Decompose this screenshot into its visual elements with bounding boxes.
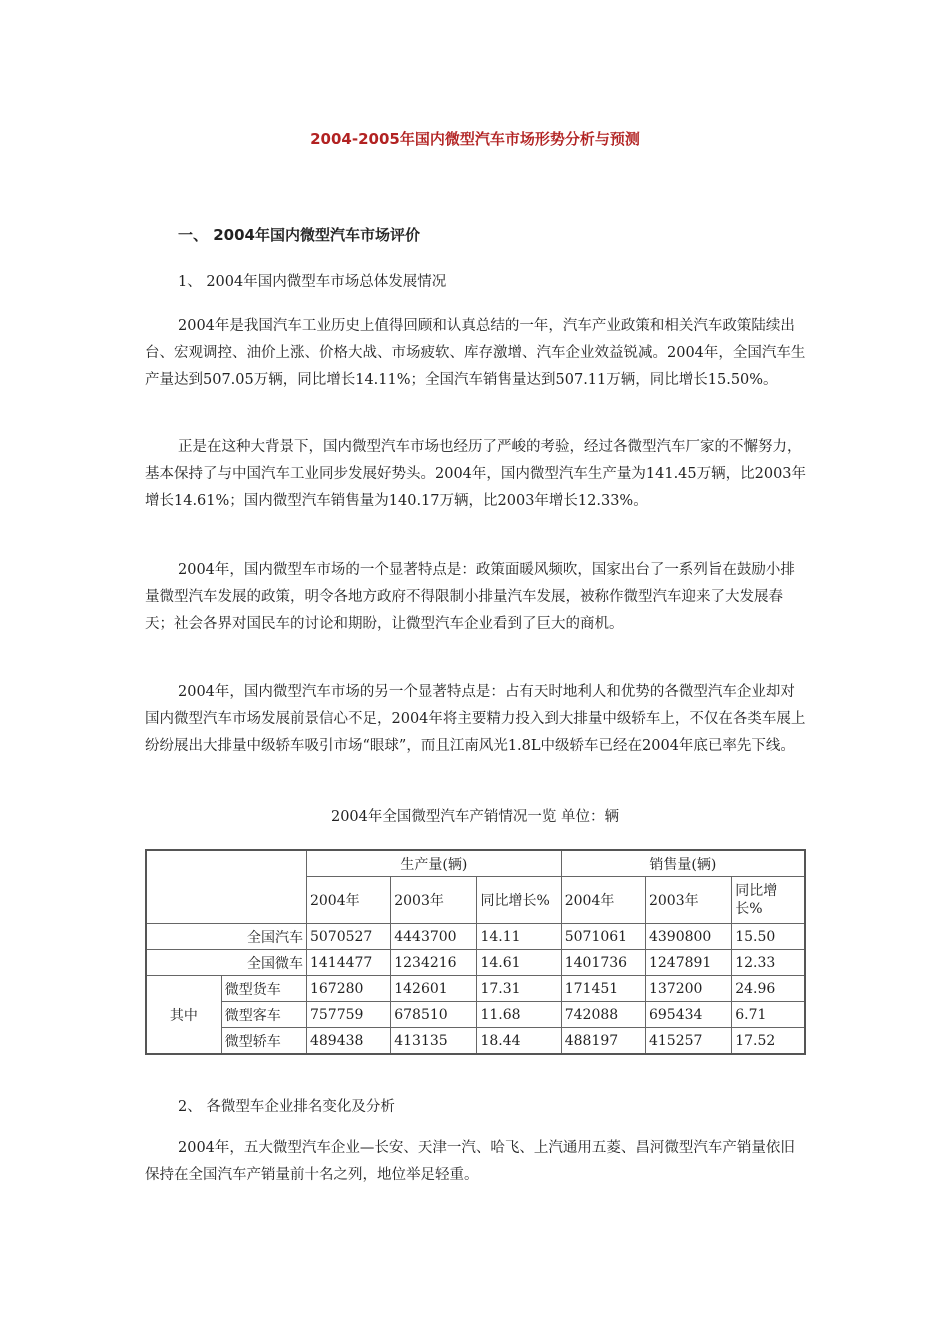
cell: 18.44 (477, 1028, 561, 1055)
table-row (146, 924, 805, 950)
row-label: 微型轿车 (221, 1028, 306, 1055)
cell: 171451 (561, 976, 645, 1002)
cell: 137200 (645, 976, 731, 1002)
cell: 5071061 (561, 924, 645, 950)
cell: 17.31 (477, 976, 561, 1002)
paragraph: 2004年，国内微型车市场的一个显著特点是：政策面暖风频吹，国家出台了一系列旨在鼓励小排量微型汽车发展的政策，明令各地方政府不得限制小排量汽车发展，被称作微型汽车迎来了大发展春天；社会各界对国民车的讨论和期盼，让微型汽车企业看到了巨大的商机。 (145, 562, 795, 632)
cell: 167280 (306, 976, 390, 1002)
row-label: 微型客车 (221, 1002, 306, 1028)
cell: 695434 (645, 1002, 731, 1028)
row-label: 全国汽车 (146, 924, 306, 950)
cell: 413135 (391, 1028, 477, 1055)
section-heading-1: 一、 2004年国内微型汽车市场评价 (178, 226, 420, 244)
paragraph: 正是在这种大背景下，国内微型汽车市场也经历了严峻的考验，经过各微型汽车厂家的不懈努力，基本保持了与中国汽车工业同步发展好势头。2004年，国内微型汽车生产量为141.45万辆，比2003年增长14.61%；国内微型汽车销售量为140.17万辆，比2003年增长12.33%。 (145, 439, 807, 509)
paragraph: 2004年，国内微型汽车市场的另一个显著特点是：占有天时地利人和优势的各微型汽车企业却对国内微型汽车市场发展前景信心不足，2004年将主要精力投入到大排量中级轿车上，不仅在各类车展上纷纷展出大排量中级轿车吸引市场“眼球”，而且江南风光1.8L中级轿车已经在2004年底已率先下线。 (145, 684, 806, 754)
table-row (146, 976, 805, 1002)
cell: 142601 (391, 976, 477, 1002)
paragraph: 2004年是我国汽车工业历史上值得回顾和认真总结的一年，汽车产业政策和相关汽车政策陆续出台、宏观调控、油价上涨、价格大战、市场疲软、库存激增、汽车企业效益锐减。2004年，全国汽车生产量达到507.05万辆，同比增长14.11%；全国汽车销售量达到507.11万辆，同比增长15.50%。 (145, 318, 806, 388)
cell: 1401736 (561, 950, 645, 976)
cell: 14.11 (477, 924, 561, 950)
table-row (146, 1002, 805, 1028)
group-label: 其中 (146, 976, 221, 1055)
cell: 24.96 (732, 976, 805, 1002)
cell: 6.71 (732, 1002, 805, 1028)
header-production: 生产量(辆) (306, 850, 561, 877)
table-row (146, 1028, 805, 1055)
cell: 5070527 (306, 924, 390, 950)
cell: 1234216 (391, 950, 477, 976)
header-sales-growth: 同比增长% (732, 877, 805, 924)
row-label: 微型货车 (221, 976, 306, 1002)
table-header-row (146, 850, 805, 877)
table-row (146, 950, 805, 976)
cell: 4443700 (391, 924, 477, 950)
subsection-heading-2: 2、 各微型车企业排名变化及分析 (178, 1099, 395, 1115)
cell: 15.50 (732, 924, 805, 950)
cell: 678510 (391, 1002, 477, 1028)
document-title: 2004-2005年国内微型汽车市场形势分析与预测 (310, 130, 640, 148)
cell: 12.33 (732, 950, 805, 976)
cell: 17.52 (732, 1028, 805, 1055)
data-table (145, 849, 806, 1055)
cell: 1414477 (306, 950, 390, 976)
header-prod-2004: 2004年 (306, 877, 390, 924)
header-prod-growth: 同比增长% (477, 877, 561, 924)
header-empty-cell (146, 850, 306, 924)
cell: 11.68 (477, 1002, 561, 1028)
cell: 489438 (306, 1028, 390, 1055)
cell: 742088 (561, 1002, 645, 1028)
cell: 4390800 (645, 924, 731, 950)
cell: 488197 (561, 1028, 645, 1055)
header-sales: 销售量(辆) (561, 850, 805, 877)
subsection-heading-1: 1、 2004年国内微型车市场总体发展情况 (178, 274, 447, 290)
header-prod-2003: 2003年 (391, 877, 477, 924)
paragraph: 2004年，五大微型汽车企业—长安、天津一汽、哈飞、上汽通用五菱、昌河微型汽车产销量依旧保持在全国汽车产销量前十名之列，地位举足轻重。 (145, 1140, 795, 1183)
header-sales-2004: 2004年 (561, 877, 645, 924)
cell: 757759 (306, 1002, 390, 1028)
cell: 415257 (645, 1028, 731, 1055)
header-sales-2003: 2003年 (645, 877, 731, 924)
table-caption: 2004年全国微型汽车产销情况一览 单位：辆 (330, 809, 619, 825)
cell: 14.61 (477, 950, 561, 976)
row-label: 全国微车 (146, 950, 306, 976)
cell: 1247891 (645, 950, 731, 976)
